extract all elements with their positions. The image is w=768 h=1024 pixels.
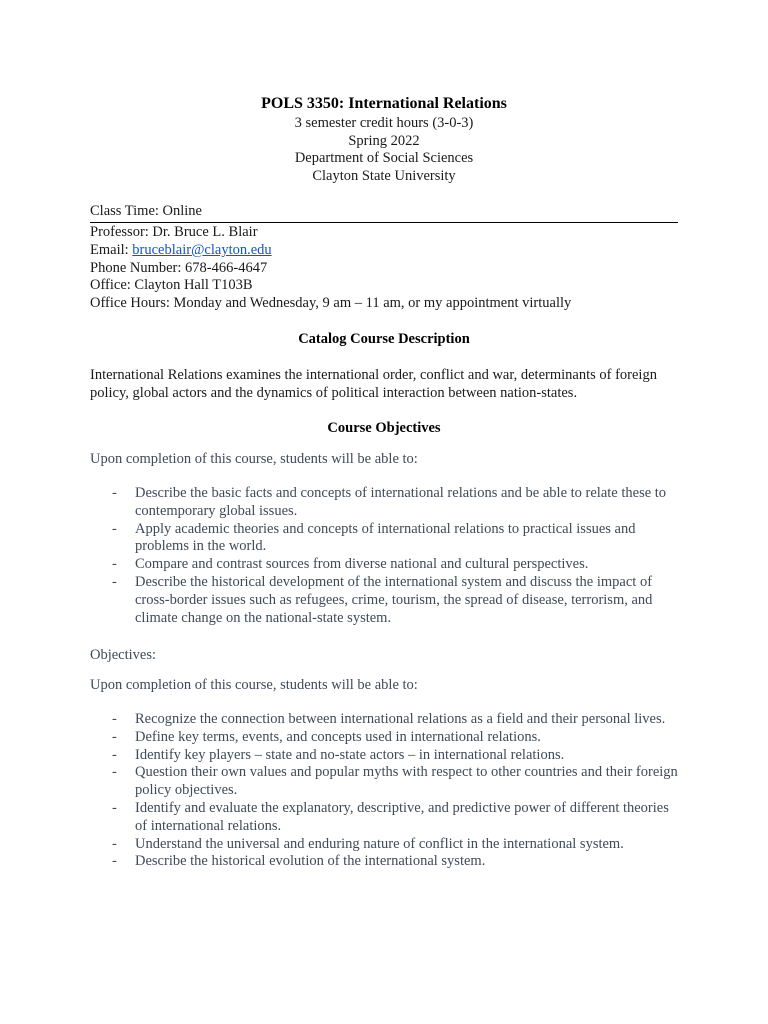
phone-number: Phone Number: 678-466-4647 [90,259,268,276]
bullet-dash: - [112,573,117,590]
email-label: Email: [90,242,133,258]
bullet-dash: - [112,556,117,573]
catalog-description: International Relations examines the international order, conflict and war, determinants of foreign policy, global actors and the dynamics of political interaction between nation-states. [90,367,657,401]
objectives2-heading: Objectives: [90,647,157,663]
list-item: - Describe the historical development of the international system and discuss the impact of cross-border issues such as refugees, crime, tourism, the spread of disease, terrorism, and climate change on the national-state system. [112,573,653,626]
objectives-intro: Upon completion of this course, students will be able to: [90,451,418,467]
list-item: - Define key terms, events, and concepts used in international relations. [112,728,541,745]
catalog-heading: Catalog Course Description [298,331,470,347]
bullet-dash: - [112,853,117,870]
list-item: - Compare and contrast sources from diverse national and cultural perspectives. [112,556,589,573]
list-item: - Recognize the connection between international relations as a field and their personal lives. [112,711,666,727]
course-title: POLS 3350: International Relations [261,95,507,112]
bullet-dash: - [112,711,117,727]
list-item: - Identify and evaluate the explanatory, descriptive, and predictive power of different theories of international relations. [112,799,669,834]
bullet-dash: - [112,520,117,537]
bullet-dash: - [112,485,117,501]
list-item: - Question their own values and popular myths with respect to other countries and their foreign policy objectives. [112,764,678,799]
email-link[interactable]: bruceblair@clayton.edu [132,242,272,258]
professor: Professor: Dr. Bruce L. Blair [90,224,258,240]
office: Office: Clayton Hall T103B [90,277,253,293]
objectives-heading: Course Objectives [327,420,441,436]
bullet-dash: - [112,746,117,763]
bullet-dash: - [112,764,117,781]
objectives-list [90,485,680,627]
office-hours: Office Hours: Monday and Wednesday, 9 am – 11 am, or my appointment virtually [90,294,572,311]
bullet-dash: - [112,835,117,852]
list-item: - Describe the historical evolution of the international system. [112,853,486,870]
term: Spring 2022 [348,132,420,149]
email-line [90,242,272,260]
class-time: Class Time: Online [90,203,202,219]
department: Department of Social Sciences [294,150,474,166]
bullet-dash: - [112,799,117,816]
university: Clayton State University [312,167,456,184]
objectives2-list [90,711,680,871]
list-item: - Describe the basic facts and concepts of international relations and be able to relate these to contemporary global issues. [112,485,667,519]
list-item: - Understand the universal and enduring nature of conflict in the international system. [112,835,624,852]
credit-hours: 3 semester credit hours (3-0-3) [294,115,474,131]
objectives2-intro: Upon completion of this course, students will be able to: [90,677,418,693]
list-item: - Apply academic theories and concepts of international relations to practical issues and problems in the world. [112,520,636,555]
bullet-dash: - [112,728,117,745]
divider [90,222,678,223]
list-item: - Identify key players – state and no-state actors – in international relations. [112,746,565,763]
